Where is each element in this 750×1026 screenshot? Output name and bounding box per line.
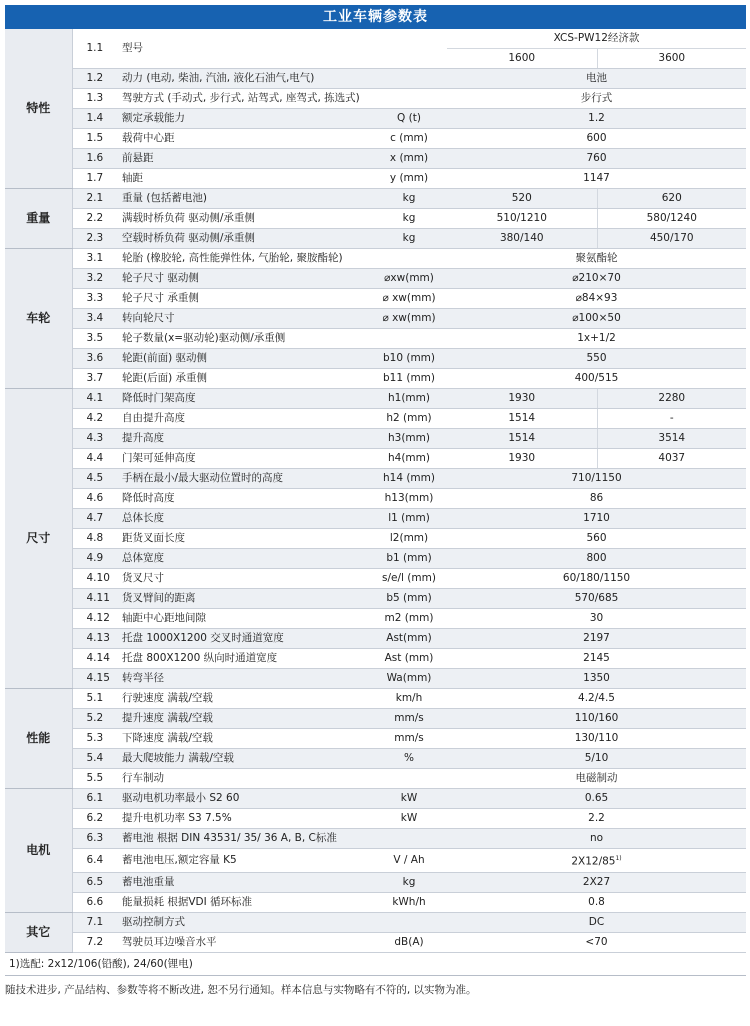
variant-label: 1600	[447, 49, 597, 69]
row-description: 前悬距	[118, 149, 371, 169]
table-row	[5, 189, 746, 209]
value-text: 130/110	[574, 732, 619, 744]
row-unit	[371, 89, 447, 109]
table-row	[5, 69, 746, 89]
table-row	[5, 229, 746, 249]
row-number: 1.2	[72, 69, 118, 89]
value-text: 560	[586, 532, 607, 544]
row-description: 行驶速度 满载/空载	[118, 689, 371, 709]
row-description: 总体宽度	[118, 549, 371, 569]
table-row	[5, 469, 746, 489]
value-text: ⌀210×70	[572, 272, 621, 284]
table-row	[5, 489, 746, 509]
row-unit	[371, 329, 447, 349]
row-number: 4.9	[72, 549, 118, 569]
row-number: 3.6	[72, 349, 118, 369]
row-description: 自由提升高度	[118, 409, 371, 429]
row-description: 轮子尺寸 驱动侧	[118, 269, 371, 289]
table-row	[5, 329, 746, 349]
row-number: 4.8	[72, 529, 118, 549]
row-description: 满载时桥负荷 驱动侧/承重侧	[118, 209, 371, 229]
row-value	[447, 289, 746, 309]
row-number: 3.4	[72, 309, 118, 329]
row-number: 1.6	[72, 149, 118, 169]
row-number: 1.3	[72, 89, 118, 109]
row-value	[447, 609, 746, 629]
row-value	[447, 809, 746, 829]
value-text: ⌀100×50	[572, 312, 621, 324]
value-text: 0.65	[584, 792, 609, 804]
group-label: 电机	[5, 789, 72, 913]
row-value	[447, 589, 746, 609]
table-row	[5, 809, 746, 829]
table-row	[5, 892, 746, 912]
row-description: 手柄在最小/最大驱动位置时的高度	[118, 469, 371, 489]
value-text: 710/1150	[571, 472, 622, 484]
table-row	[5, 349, 746, 369]
value-text: 1147	[583, 172, 610, 184]
row-unit: kW	[371, 809, 447, 829]
row-number: 1.7	[72, 169, 118, 189]
row-number: 5.3	[72, 729, 118, 749]
table-row	[5, 369, 746, 389]
group-label: 性能	[5, 689, 72, 789]
row-value	[447, 509, 746, 529]
value-text: DC	[588, 915, 605, 928]
table-row	[5, 789, 746, 809]
row-description: 轴距	[118, 169, 371, 189]
footnote: 1)选配: 2x12/106(铅酸), 24/60(锂电)	[5, 953, 746, 976]
row-number: 6.4	[72, 849, 118, 873]
value-text: 电磁制动	[575, 772, 618, 784]
row-number: 2.3	[72, 229, 118, 249]
row-unit: c (mm)	[371, 129, 447, 149]
row-value	[447, 849, 746, 873]
row-unit: h14 (mm)	[371, 469, 447, 489]
row-value: 2280	[597, 389, 746, 409]
table-row	[5, 549, 746, 569]
row-number: 6.2	[72, 809, 118, 829]
table-row	[5, 209, 746, 229]
value-text: 110/160	[574, 712, 619, 724]
row-number: 5.2	[72, 709, 118, 729]
row-unit: Q (t)	[371, 109, 447, 129]
value-text: 2197	[583, 632, 610, 644]
table-row	[5, 912, 746, 932]
row-unit: b11 (mm)	[371, 369, 447, 389]
table-row	[5, 129, 746, 149]
row-value: 1930	[447, 449, 597, 469]
value-text: 60/180/1150	[562, 572, 631, 584]
value-text: ⌀84×93	[575, 292, 618, 304]
row-description: 降低时高度	[118, 489, 371, 509]
row-value	[447, 249, 746, 269]
row-number: 4.6	[72, 489, 118, 509]
value-text: 86	[589, 492, 604, 504]
row-number: 2.1	[72, 189, 118, 209]
row-unit: s/e/l (mm)	[371, 569, 447, 589]
row-description: 距货叉面长度	[118, 529, 371, 549]
table-row	[5, 169, 746, 189]
table-row	[5, 849, 746, 873]
row-description: 驱动控制方式	[118, 912, 371, 932]
value-text: 2145	[583, 652, 610, 664]
row-description: 能量损耗 根据VDI 循环标准	[118, 892, 371, 912]
value-text: 步行式	[580, 92, 613, 104]
row-value: 520	[447, 189, 597, 209]
value-text: 2X12/85	[571, 855, 616, 868]
row-unit: m2 (mm)	[371, 609, 447, 629]
row-description: 动力 (电动, 柴油, 汽油, 液化石油气,电气)	[118, 69, 371, 89]
row-value	[447, 769, 746, 789]
row-value	[447, 669, 746, 689]
table-row	[5, 629, 746, 649]
row-number: 4.15	[72, 669, 118, 689]
row-number: 6.3	[72, 829, 118, 849]
value-text: 2X27	[582, 875, 611, 888]
value-text: 800	[586, 552, 607, 564]
row-unit: kW	[371, 789, 447, 809]
value-text: <70	[585, 935, 608, 948]
row-description: 货叉尺寸	[118, 569, 371, 589]
row-number: 5.1	[72, 689, 118, 709]
row-number: 3.5	[72, 329, 118, 349]
row-value	[447, 829, 746, 849]
row-unit: mm/s	[371, 709, 447, 729]
row-value	[447, 469, 746, 489]
row-description: 轮胎 (橡胶轮, 高性能弹性体, 气胎轮, 聚胺酯轮)	[118, 249, 371, 269]
row-description: 蓄电池电压,额定容量 K5	[118, 849, 371, 873]
row-number: 6.6	[72, 892, 118, 912]
row-description: 轮距(前面) 驱动侧	[118, 349, 371, 369]
row-description: 转向轮尺寸	[118, 309, 371, 329]
row-unit: y (mm)	[371, 169, 447, 189]
value-text: 1x+1/2	[577, 332, 616, 344]
row-value	[447, 349, 746, 369]
row-unit: V / Ah	[371, 849, 447, 873]
value-text: no	[589, 832, 604, 844]
table-row	[5, 149, 746, 169]
value-text: 30	[589, 612, 604, 624]
row-unit: b5 (mm)	[371, 589, 447, 609]
row-value	[447, 109, 746, 129]
row-value	[447, 129, 746, 149]
row-description: 托盘 800X1200 纵向时通道宽度	[118, 649, 371, 669]
row-unit: kWh/h	[371, 892, 447, 912]
table-row	[5, 609, 746, 629]
row-unit	[371, 69, 447, 89]
row-description: 驾驶方式 (手动式, 步行式, 站驾式, 座驾式, 拣选式)	[118, 89, 371, 109]
row-description: 提升高度	[118, 429, 371, 449]
group-label: 其它	[5, 912, 72, 952]
row-value	[447, 269, 746, 289]
row-unit: b10 (mm)	[371, 349, 447, 369]
table-row	[5, 289, 746, 309]
table-row	[5, 589, 746, 609]
row-value	[447, 369, 746, 389]
table-row	[5, 449, 746, 469]
table-row	[5, 509, 746, 529]
row-value	[447, 89, 746, 109]
row-description: 驾驶员耳边噪音水平	[118, 932, 371, 952]
row-value	[447, 549, 746, 569]
row-unit: %	[371, 749, 447, 769]
row-value	[447, 169, 746, 189]
row-number: 3.3	[72, 289, 118, 309]
value-text: 0.8	[588, 895, 605, 908]
group-label: 车轮	[5, 249, 72, 389]
row-unit	[371, 829, 447, 849]
table-row	[5, 932, 746, 952]
table-row	[5, 689, 746, 709]
disclaimer: 随技术进步, 产品结构、参数等将不断改进, 恕不另行通知。样本信息与实物略有不符的, 以实物为准。	[5, 983, 477, 996]
row-unit: ⌀ xw(mm)	[371, 309, 447, 329]
row-number: 4.4	[72, 449, 118, 469]
value-text: 2.2	[588, 812, 605, 824]
row-number: 4.1	[72, 389, 118, 409]
value-text: 1710	[583, 512, 610, 524]
row-value	[447, 912, 746, 932]
row-value: 3514	[597, 429, 746, 449]
row-unit: h2 (mm)	[371, 409, 447, 429]
row-value: 1514	[447, 409, 597, 429]
row-number: 7.1	[72, 912, 118, 932]
value-text: 570/685	[574, 592, 619, 604]
row-description: 轴距中心距地间隙	[118, 609, 371, 629]
value-text: 400/515	[574, 372, 619, 384]
row-value: -	[597, 409, 746, 429]
row-number: 6.5	[72, 872, 118, 892]
row-description: 轮距(后面) 承重侧	[118, 369, 371, 389]
footnote-marker: 1)	[615, 855, 622, 862]
table-row	[5, 749, 746, 769]
row-number: 4.2	[72, 409, 118, 429]
group-label: 重量	[5, 189, 72, 249]
table-row	[5, 669, 746, 689]
row-value	[447, 69, 746, 89]
row-number: 3.1	[72, 249, 118, 269]
row-number: 4.13	[72, 629, 118, 649]
row-unit: dB(A)	[371, 932, 447, 952]
row-value	[447, 649, 746, 669]
row-description: 总体长度	[118, 509, 371, 529]
row-value	[447, 569, 746, 589]
table-row	[5, 249, 746, 269]
row-unit: Ast(mm)	[371, 629, 447, 649]
table-row	[5, 769, 746, 789]
value-text: 760	[586, 152, 607, 164]
row-number: 6.1	[72, 789, 118, 809]
value-text: 1350	[583, 672, 610, 684]
row-value: 4037	[597, 449, 746, 469]
row-number: 4.14	[72, 649, 118, 669]
value-text: 600	[586, 132, 607, 144]
group-label: 特性	[5, 29, 72, 189]
row-unit: h13(mm)	[371, 489, 447, 509]
table-row	[5, 569, 746, 589]
table-row	[5, 729, 746, 749]
row-description: 门架可延伸高度	[118, 449, 371, 469]
value-text: 聚氨酯轮	[575, 252, 618, 264]
row-unit: kg	[371, 872, 447, 892]
row-description: 提升速度 满载/空载	[118, 709, 371, 729]
row-value	[447, 309, 746, 329]
row-unit	[371, 249, 447, 269]
row-value: 620	[597, 189, 746, 209]
row-value	[447, 149, 746, 169]
row-unit: ⌀ xw(mm)	[371, 289, 447, 309]
value-text: 550	[586, 352, 607, 364]
spec-sheet	[5, 5, 746, 997]
row-description: 载荷中心距	[118, 129, 371, 149]
row-unit: h1(mm)	[371, 389, 447, 409]
row-unit: Ast (mm)	[371, 649, 447, 669]
table-row	[5, 529, 746, 549]
row-unit: l1 (mm)	[371, 509, 447, 529]
table-row	[5, 409, 746, 429]
row-description: 重量 (包括蓄电池)	[118, 189, 371, 209]
row-number: 4.5	[72, 469, 118, 489]
row-description: 轮子尺寸 承重侧	[118, 289, 371, 309]
row-value	[447, 489, 746, 509]
value-text: 电池	[586, 72, 607, 84]
value-text: 4.2/4.5	[578, 692, 615, 704]
row-value	[447, 749, 746, 769]
table-row	[5, 389, 746, 409]
row-description: 轮子数量(x=驱动轮)驱动侧/承重侧	[118, 329, 371, 349]
row-unit: h3(mm)	[371, 429, 447, 449]
row-unit	[371, 769, 447, 789]
row-unit: Wa(mm)	[371, 669, 447, 689]
table-row	[5, 29, 746, 49]
row-value	[447, 932, 746, 952]
row-unit: kg	[371, 229, 447, 249]
table-row	[5, 709, 746, 729]
table-row	[5, 429, 746, 449]
row-number: 2.2	[72, 209, 118, 229]
row-value	[447, 329, 746, 349]
row-value: 450/170	[597, 229, 746, 249]
row-description: 额定承载能力	[118, 109, 371, 129]
variant-label: 3600	[597, 49, 746, 69]
row-value	[447, 529, 746, 549]
row-unit	[371, 912, 447, 932]
row-value: 1514	[447, 429, 597, 449]
table-row	[5, 309, 746, 329]
row-number: 4.3	[72, 429, 118, 449]
row-number: 4.10	[72, 569, 118, 589]
value-text: 5/10	[584, 752, 609, 764]
row-description: 蓄电池 根据 DIN 43531/ 35/ 36 A, B, C标准	[118, 829, 371, 849]
page-title: 工业车辆参数表	[5, 5, 746, 29]
table-row	[5, 829, 746, 849]
row-number: 1.5	[72, 129, 118, 149]
row-value	[447, 709, 746, 729]
row-value	[447, 689, 746, 709]
table-row	[5, 109, 746, 129]
row-description: 货叉臂间的距离	[118, 589, 371, 609]
row-unit	[371, 29, 447, 69]
row-unit: kg	[371, 209, 447, 229]
row-description: 降低时门架高度	[118, 389, 371, 409]
row-description: 驱动电机功率最小 S2 60	[118, 789, 371, 809]
row-number: 3.2	[72, 269, 118, 289]
row-number: 5.4	[72, 749, 118, 769]
row-description: 空载时桥负荷 驱动侧/承重侧	[118, 229, 371, 249]
row-number: 1.4	[72, 109, 118, 129]
row-value: 380/140	[447, 229, 597, 249]
row-number: 1.1	[72, 29, 118, 69]
row-unit: ⌀xw(mm)	[371, 269, 447, 289]
row-description: 型号	[118, 29, 371, 69]
row-unit: mm/s	[371, 729, 447, 749]
row-value	[447, 729, 746, 749]
group-label: 尺寸	[5, 389, 72, 689]
table-row	[5, 649, 746, 669]
row-unit: x (mm)	[371, 149, 447, 169]
row-description: 行车制动	[118, 769, 371, 789]
row-number: 7.2	[72, 932, 118, 952]
spec-table	[5, 29, 746, 953]
row-description: 托盘 1000X1200 交叉时通道宽度	[118, 629, 371, 649]
row-description: 最大爬坡能力 满载/空载	[118, 749, 371, 769]
row-value: 510/1210	[447, 209, 597, 229]
row-unit: b1 (mm)	[371, 549, 447, 569]
row-number: 4.12	[72, 609, 118, 629]
row-number: 4.11	[72, 589, 118, 609]
table-row	[5, 269, 746, 289]
row-value	[447, 629, 746, 649]
row-number: 4.7	[72, 509, 118, 529]
row-number: 5.5	[72, 769, 118, 789]
row-unit: kg	[371, 189, 447, 209]
table-row	[5, 872, 746, 892]
row-value: 1930	[447, 389, 597, 409]
row-description: 下降速度 满载/空载	[118, 729, 371, 749]
table-row	[5, 89, 746, 109]
row-value	[447, 872, 746, 892]
value-text: 1.2	[588, 112, 605, 124]
row-value	[447, 892, 746, 912]
row-value	[447, 789, 746, 809]
row-description: 提升电机功率 S3 7.5%	[118, 809, 371, 829]
row-unit: l2(mm)	[371, 529, 447, 549]
row-unit: h4(mm)	[371, 449, 447, 469]
row-unit: km/h	[371, 689, 447, 709]
model-name: XCS-PW12经济款	[447, 29, 746, 49]
row-description: 蓄电池重量	[118, 872, 371, 892]
row-value: 580/1240	[597, 209, 746, 229]
row-number: 3.7	[72, 369, 118, 389]
row-description: 转弯半径	[118, 669, 371, 689]
